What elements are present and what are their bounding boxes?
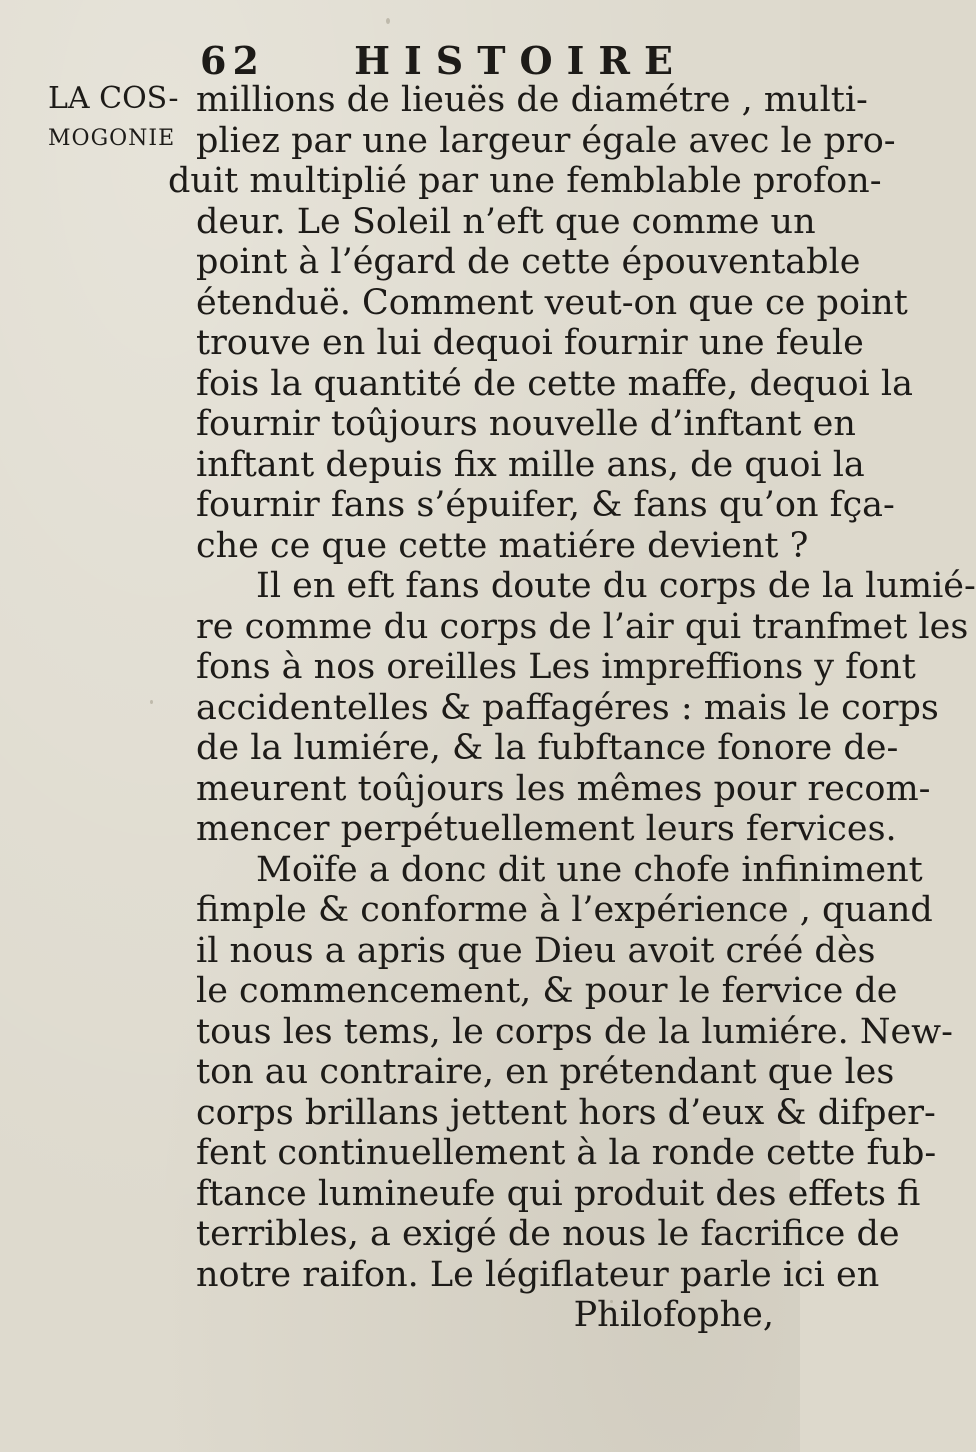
text-line: Il en eft fans doute du corps de la lumié- (256, 566, 976, 606)
margin-note-line: MOGONIE (48, 126, 176, 151)
text-line: accidentelles & paffagéres : mais le corps (196, 687, 939, 728)
text-line: inftant depuis fix mille ans, de quoi la (196, 444, 865, 485)
text-line: re comme du corps de l’air qui tranfmet les (196, 606, 969, 647)
text-line: le commencement, & pour le fervice de (196, 971, 898, 1011)
margin-note (48, 80, 208, 158)
text-line: ton au contraire, en prétendant que les (196, 1052, 895, 1092)
text-line: meurent toûjours les mêmes pour recom- (196, 768, 931, 809)
page-number: 62 (200, 38, 265, 83)
text-line: trouve en lui dequoi fournir une feule (196, 323, 864, 363)
text-line: millions de lieuës de diamétre , multi- (196, 80, 868, 120)
text-line: duit multiplié par une femblable profon- (168, 161, 882, 201)
text-line: notre raifon. Le légiflateur parle ici en (196, 1254, 880, 1295)
paper-speck (386, 18, 390, 24)
text-line: pliez par une largeur égale avec le pro- (196, 120, 896, 161)
text-line: de la lumiére, & la fubftance fonore de- (196, 728, 899, 768)
text-line: che ce que cette matiére devient ? (196, 525, 809, 566)
text-line: fournir fans s’épuifer, & fans qu’on fça- (196, 485, 895, 525)
text-line: corps brillans jettent hors d’eux & difper- (196, 1092, 936, 1133)
text-line: ftance lumineufe qui produit des effets fi (196, 1173, 921, 1214)
text-line: fournir toûjours nouvelle d’inftant en (196, 404, 856, 444)
text-line: fons à nos oreilles Les impreffions y font (196, 647, 916, 687)
text-line: fimple & conforme à l’expérience , quand (196, 890, 933, 930)
text-line: Moïfe a donc dit une chofe infiniment (256, 849, 923, 890)
paper-speck (150, 700, 153, 704)
text-line: étenduë. Comment veut-on que ce point (196, 282, 908, 323)
text-line: il nous a apris que Dieu avoit créé dès (196, 930, 876, 971)
text-line: tous les tems, le corps de la lumiére. New- (196, 1011, 953, 1052)
text-line: fois la quantité de cette maffe, dequoi la (196, 363, 913, 404)
text-line: terribles, a exigé de nous le facrifice de (196, 1214, 900, 1254)
text-line: mencer perpétuellement leurs fervices. (196, 809, 897, 849)
margin-note-line: LA COS- (48, 81, 179, 116)
text-line: point à l’égard de cette épouventable (196, 242, 861, 282)
text-line: deur. Le Soleil n’eft que comme un (196, 201, 816, 242)
catchword: Philofophe, (573, 1295, 774, 1335)
text-line: fent continuellement à la ronde cette fub- (196, 1133, 937, 1173)
running-title: HISTOIRE (354, 38, 687, 83)
body-text (168, 80, 976, 1336)
